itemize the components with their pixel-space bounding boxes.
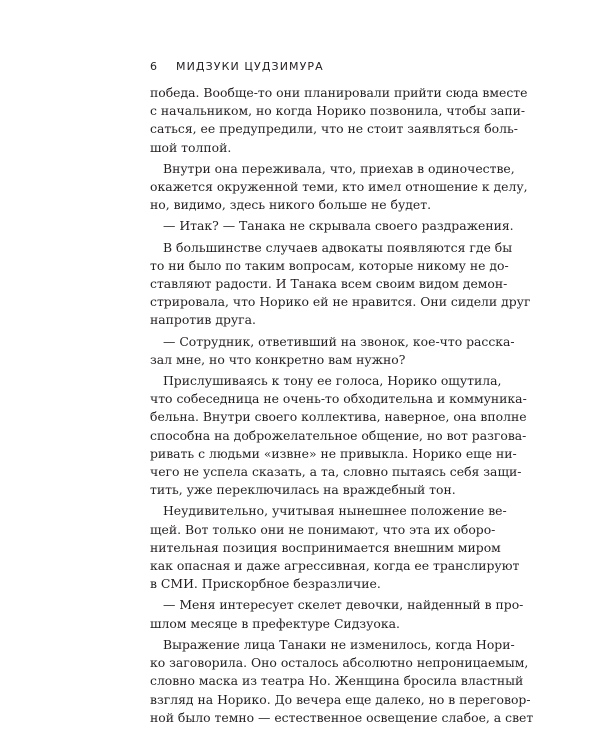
paragraph (150, 160, 528, 215)
text-line: — Сотрудник, ответивший на звонок, кое-что расска- (163, 333, 515, 349)
text-line: но, видимо, здесь никого больше не будет. (150, 197, 432, 213)
paragraph (150, 333, 515, 369)
text-line: стрировала, что Норико ей не нравится. Они сидели друг (150, 294, 531, 310)
running-head (150, 58, 480, 74)
text-line: нительная позиция воспринимается внешним миром (150, 539, 501, 555)
text-line: Выражение лица Танаки не изменилось, когда Нори- (163, 636, 515, 652)
paragraph (150, 372, 527, 499)
paragraph (150, 596, 524, 632)
text-line: щей. Вот только они не понимают, что эта их оборо- (150, 521, 496, 537)
paragraph (150, 84, 528, 157)
body-text (150, 84, 534, 730)
text-line: словно маска из театра Но. Женщина бросила властный (150, 673, 524, 689)
text-line: — Меня интересует скелет девочки, найденный в про- (163, 597, 524, 613)
running-title: МИДЗУКИ ЦУДЗИМУРА (176, 59, 324, 73)
text-line: с начальником, но когда Норико позвонила, чтобы запи- (150, 103, 526, 119)
text-line: Внутри она переживала, что, приехав в одиночестве, (163, 160, 515, 176)
paragraph (150, 502, 520, 593)
text-line: напротив друга. (150, 312, 256, 328)
text-line: окажется окруженной теми, кто имел отношение к делу, (150, 179, 528, 195)
text-line: что собеседница не очень-то обходительна и коммуника- (150, 391, 527, 407)
text-line: Неудивительно, учитывая нынешнее положение ве- (163, 503, 507, 519)
text-line: саться, ее предупредили, что не стоит заявляться боль- (150, 121, 518, 137)
paragraph (150, 217, 514, 235)
text-line: бельна. Внутри своего коллектива, наверное, она вполне (150, 409, 527, 425)
text-line: ко заговорила. Оно осталось абсолютно непроницаемым, (150, 655, 529, 671)
paragraph (150, 636, 534, 727)
text-line: — Итак? — Танака не скрывала своего раздражения. (163, 218, 514, 234)
text-line: взгляд на Норико. До вечера еще далеко, но в переговор- (150, 691, 531, 707)
text-line: в СМИ. Прискорбное безразличие. (150, 576, 381, 592)
text-line: зал мне, но что конкретно вам нужно? (150, 351, 406, 367)
text-line: ной было темно — естественное освещение слабое, а свет (150, 709, 534, 725)
text-line: Прислушиваясь к тону ее голоса, Норико ощутила, (163, 373, 502, 389)
text-line: способна на доброжелательное общение, но вот разгова- (150, 427, 527, 443)
paragraph (150, 239, 531, 330)
text-line: победа. Вообще-то они планировали прийти сюда вместе (150, 85, 528, 100)
text-line: чего не успела сказать, а та, словно пытаясь себя защи- (150, 464, 522, 480)
text-line: В большинстве случаев адвокаты появляются где бы (163, 239, 513, 255)
text-line: ставляют радости. И Танака всем своим видом демон- (150, 276, 508, 292)
page-number: 6 (150, 59, 159, 73)
text-line: шлом месяце в префектуре Сидзуока. (150, 615, 400, 631)
text-line: ривать с людьми «извне» не привыкла. Норико еще ни- (150, 445, 517, 461)
text-line: как опасная и даже агрессивная, когда ее транслируют (150, 558, 520, 574)
text-line: тить, уже переключилась на враждебный тон. (150, 482, 456, 498)
text-line: то ни было по таким вопросам, которые никому не до- (150, 257, 509, 273)
text-line: шой толпой. (150, 139, 232, 155)
